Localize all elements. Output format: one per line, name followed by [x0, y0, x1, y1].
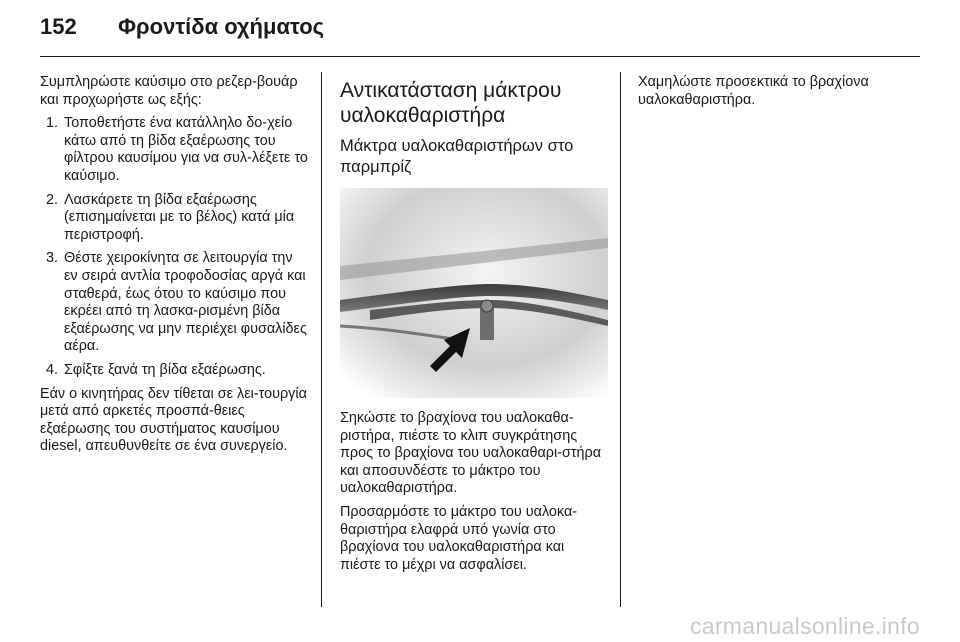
wiper-blade-illustration: [340, 188, 608, 398]
watermark: carmanualsonline.info: [689, 613, 920, 639]
list-item: [40, 362, 308, 380]
step-text: Σφίξτε ξανά τη βίδα εξαέρωσης.: [64, 361, 266, 378]
step-number: 3.: [46, 250, 59, 267]
column-1: [40, 74, 308, 462]
list-item: [40, 192, 308, 245]
paragraph: Χαμηλώστε προσεκτικά το βραχίονα υαλοκαθαριστήρα.: [638, 74, 869, 108]
column-2: [340, 74, 608, 580]
chapter-title: Φροντίδα οχήματος: [118, 14, 325, 39]
column-divider-1: [321, 72, 322, 607]
step-text: Θέστε χειροκίνητα σε λειτουργία την εν σειρά αντλία τροφοδοσίας αργά και σταθερά, έως ότου το καύσιμο που εκρέει από τη λασκα-ρισμένη βίδα εξαέρωσης να μην περιέχει φυσαλίδες αέρα.: [64, 250, 307, 355]
wiper-figure: [340, 188, 608, 398]
step-number: 1.: [46, 115, 59, 132]
step-number: 4.: [46, 361, 59, 378]
paragraph: Σηκώστε το βραχίονα του υαλοκαθα-ριστήρα, πιέστε το κλιπ συγκράτησης προς το βραχίονα του υαλοκαθαρι-στήρα και αποσυνδέστε το μάκτρο του υαλοκαθαριστήρα.: [340, 410, 602, 497]
clip-button: [481, 300, 493, 312]
step-text: Λασκάρετε τη βίδα εξαέρωσης (επισημαίνεται με το βέλος) κατά μία περιστροφή.: [64, 191, 295, 243]
list-item: [40, 250, 308, 356]
list-item: [40, 115, 308, 185]
page-number: 152: [40, 14, 77, 39]
section-heading: Αντικατάσταση μάκτρου υαλοκαθαριστήρα: [340, 79, 562, 127]
column-divider-2: [620, 72, 621, 607]
column-3: [638, 74, 898, 115]
intro-text: Συμπληρώστε καύσιμο στο ρεζερ-βουάρ και προχωρήστε ως εξής:: [40, 74, 298, 108]
section-subheading: Μάκτρα υαλοκαθαριστήρων στο παρμπρίζ: [340, 137, 574, 176]
page-header: [40, 8, 920, 48]
step-number: 2.: [46, 191, 59, 208]
step-text: Τοποθετήστε ένα κατάλληλο δο-χείο κάτω από τη βίδα εξαέρωσης του φίλτρου καυσίμου για να συλ-λέξετε το καύσιμο.: [64, 115, 308, 184]
outro-text: Εάν ο κινητήρας δεν τίθεται σε λει-τουργία μετά από αρκετές προσπά-θειες εξαέρωσης του συστήματος καυσίμου diesel, απευθυνθείτε σε ένα συνεργείο.: [40, 385, 307, 455]
paragraph: Προσαρμόστε το μάκτρο του υαλοκα-θαριστήρα ελαφρά υπό γωνία στο βραχίονα του υαλοκαθαριστήρα και πιέστε το μέχρι να ασφαλίσει.: [340, 503, 578, 573]
steps-list: [40, 115, 308, 379]
header-rule: [40, 56, 920, 57]
